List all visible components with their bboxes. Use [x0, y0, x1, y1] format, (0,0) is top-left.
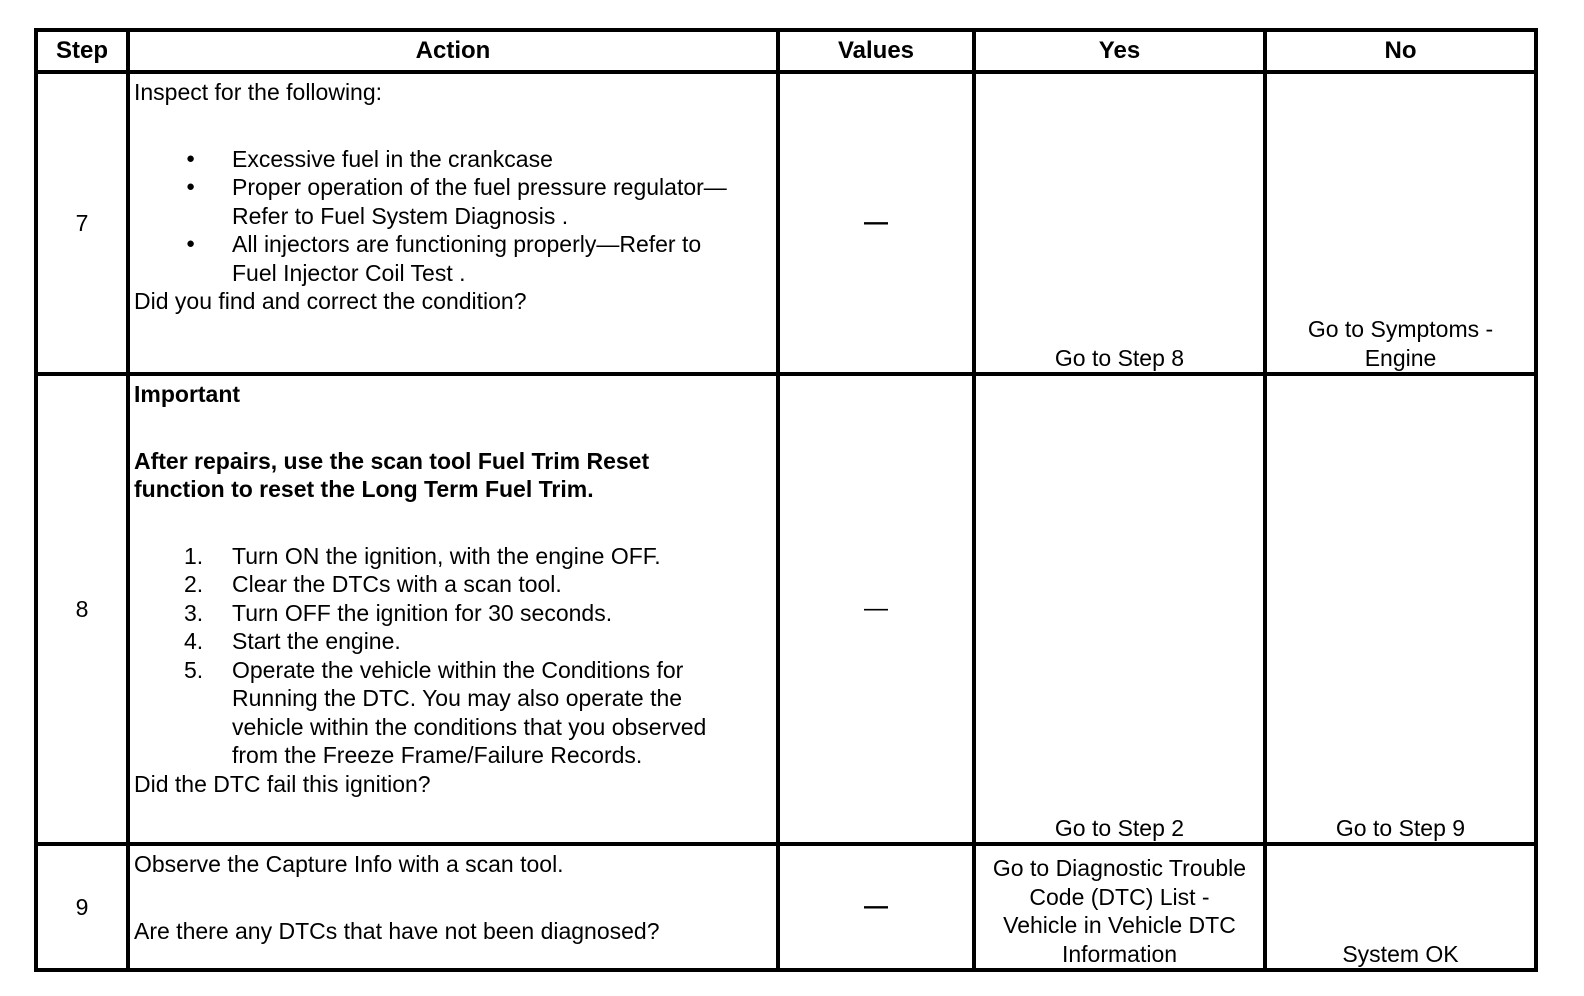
table-row-step-7 — [36, 72, 1536, 374]
header-action: Action — [128, 30, 778, 72]
list-item: ● Proper operation of the fuel pressure regulator— Refer to Fuel System Diagnosis . — [186, 173, 772, 230]
action-instruction: Observe the Capture Info with a scan tool. — [134, 851, 564, 877]
important-note: After repairs, use the scan tool Fuel Trim Reset function to reset the Long Term Fuel Trim. — [134, 447, 650, 502]
table-row-step-9 — [36, 844, 1536, 970]
list-item: 3. Turn OFF the ignition for 30 seconds. — [184, 599, 613, 626]
no-cell — [1265, 72, 1536, 374]
action-cell — [128, 72, 778, 374]
list-item: 4. Start the engine. — [184, 628, 401, 654]
header-yes: Yes — [974, 30, 1265, 72]
inspection-list — [134, 145, 772, 288]
list-item: 1. Turn ON the ignition, with the engine OFF. — [184, 542, 661, 569]
important-title: Important — [134, 381, 241, 407]
action-cell — [128, 844, 778, 970]
action-intro: Inspect for the following: — [134, 79, 383, 105]
yes-cell — [974, 844, 1265, 970]
header-row — [36, 30, 1536, 72]
list-item: 5. Operate the vehicle within the Conditions for Running the DTC. You may also operate the vehicle within the conditions that you observed from the Freeze Frame/Failure Records. — [184, 656, 707, 768]
yes-cell — [974, 72, 1265, 374]
diagnostic-table — [34, 28, 1538, 972]
list-item: ● Excessive fuel in the crankcase — [186, 145, 772, 174]
go-to-step-8-link[interactable]: Go to Step 8 — [1054, 344, 1185, 371]
step-number: 9 — [36, 844, 128, 970]
action-question: Did the DTC fail this ignition? — [134, 770, 431, 797]
no-cell — [1265, 844, 1536, 970]
yes-cell — [974, 374, 1265, 844]
fuel-system-diagnosis-link[interactable]: Refer to Fuel System Diagnosis . — [232, 202, 569, 229]
list-item: ● All injectors are functioning properly—Refer to Fuel Injector Coil Test . — [186, 230, 772, 287]
header-no: No — [1265, 30, 1536, 72]
header-values: Values — [778, 30, 974, 72]
go-to-symptoms-engine-link[interactable]: Go to Symptoms - Engine — [1307, 316, 1494, 371]
no-cell — [1265, 374, 1536, 844]
go-to-step-9-link[interactable]: Go to Step 9 — [1335, 814, 1466, 841]
action-cell — [128, 374, 778, 844]
go-to-step-2-link[interactable]: Go to Step 2 — [1054, 814, 1185, 841]
dtc-list-link[interactable]: Go to Diagnostic Trouble Code (DTC) List - Vehicle in Vehicle DTC Information — [992, 855, 1247, 967]
action-question: Did you find and correct the condition? — [134, 288, 527, 314]
list-item: 2. Clear the DTCs with a scan tool. — [184, 571, 562, 597]
header-step: Step — [36, 30, 128, 72]
fuel-injector-coil-test-link[interactable]: Fuel Injector Coil Test . — [232, 259, 466, 286]
step-number: 7 — [36, 72, 128, 374]
action-question: Are there any DTCs that have not been diagnosed? — [134, 917, 660, 944]
values-cell: — — [778, 374, 974, 844]
step-number: 8 — [36, 374, 128, 844]
table-row-step-8 — [36, 374, 1536, 844]
procedure-list — [134, 542, 772, 770]
values-cell: — — [778, 844, 974, 970]
system-ok-text: System OK — [1342, 940, 1459, 967]
values-cell: — — [778, 72, 974, 374]
